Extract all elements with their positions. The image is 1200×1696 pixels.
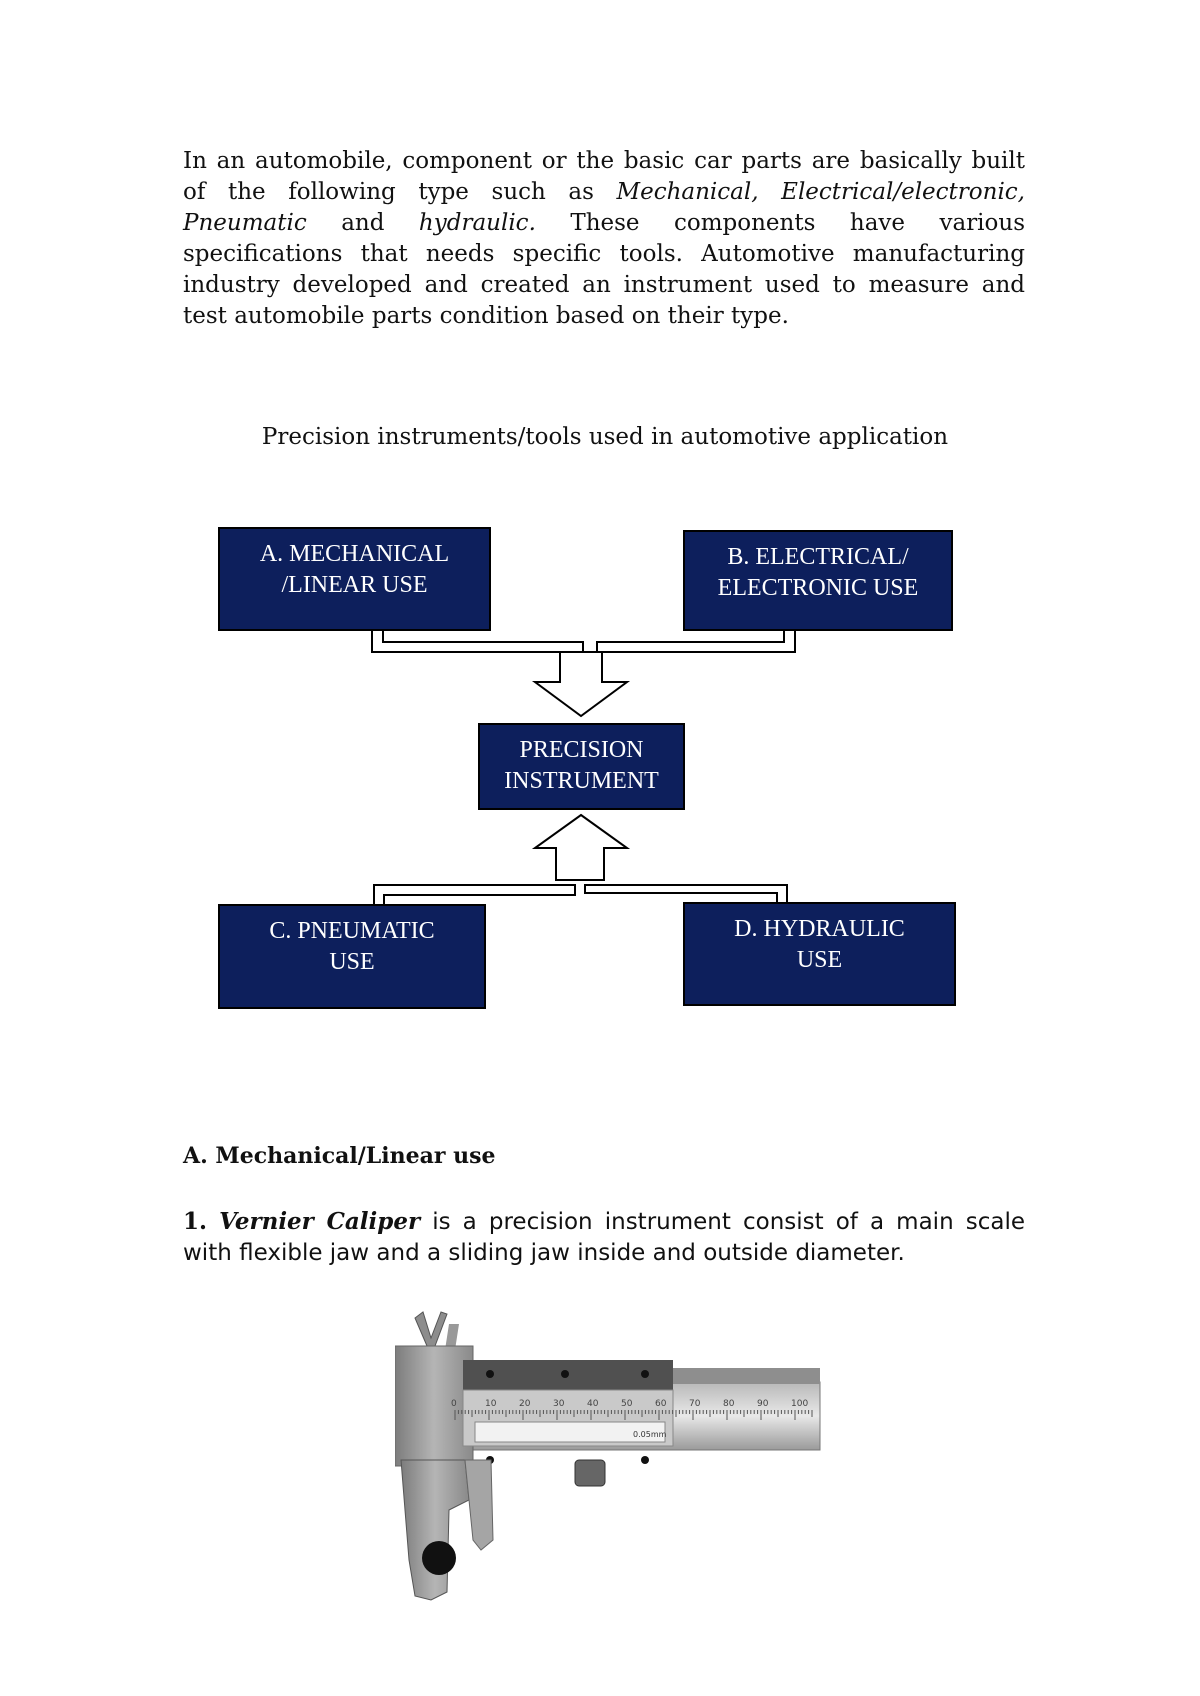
type-pneumatic: Pneumatic — [183, 210, 307, 236]
box-hydraulic-use: D. HYDRAULIC USE — [683, 902, 956, 1006]
scale-number: 20 — [519, 1399, 531, 1409]
up-arrow-icon — [535, 815, 627, 880]
type-mechanical: Mechanical, — [616, 179, 759, 205]
vernier-label: 0.05mm — [633, 1430, 667, 1439]
box-mechanical-linear-use: A. MECHANICAL /LINEAR USE — [218, 527, 491, 631]
diagram-title: Precision instruments/tools used in automotive application — [261, 424, 949, 450]
scale-number: 50 — [621, 1399, 633, 1409]
down-arrow-icon — [535, 652, 627, 716]
intro-text-end: These components have various specifications that needs specific tools. Automotive manufacturing industry developed and created an instrument used to measure and test automobile parts condition based on their type. — [183, 210, 1026, 329]
box-electrical-electronic-use: B. ELECTRICAL/ ELECTRONIC USE — [683, 530, 953, 631]
item-term: Vernier Caliper — [219, 1208, 421, 1235]
scale-number: 30 — [553, 1399, 565, 1409]
connector-a — [372, 631, 583, 652]
intro-and: and — [306, 210, 419, 236]
connector-c — [374, 885, 575, 904]
scale-number: 0 — [451, 1399, 457, 1409]
item-description: is a precision instrument consist of a main scale with flexible jaw and a sliding jaw inside and outside diameter. — [183, 1209, 1026, 1266]
scale-number: 60 — [655, 1399, 667, 1409]
box-precision-instrument: PRECISION INSTRUMENT — [478, 723, 685, 810]
section-heading: A. Mechanical/Linear use — [183, 1143, 496, 1169]
type-hydraulic: hydraulic. — [418, 210, 536, 236]
scale-number: 90 — [757, 1399, 769, 1409]
scale-number: 100 — [791, 1399, 809, 1409]
scale-number: 70 — [689, 1399, 701, 1409]
type-electrical: Electrical/electronic, — [781, 179, 1025, 205]
connector-d — [585, 885, 787, 902]
vernier-caliper-image — [395, 1310, 825, 1610]
scale-number: 80 — [723, 1399, 735, 1409]
scale-number: 40 — [587, 1399, 599, 1409]
item-number: 1. — [183, 1208, 208, 1235]
scale-number: 10 — [485, 1399, 497, 1409]
connector-b — [597, 631, 795, 652]
intro-text-start: In an automobile, component or the basic car parts are basically built of the following type such as — [183, 148, 1025, 205]
vernier-caliper-description — [183, 1206, 1025, 1269]
box-pneumatic-use: C. PNEUMATIC USE — [218, 904, 486, 1009]
